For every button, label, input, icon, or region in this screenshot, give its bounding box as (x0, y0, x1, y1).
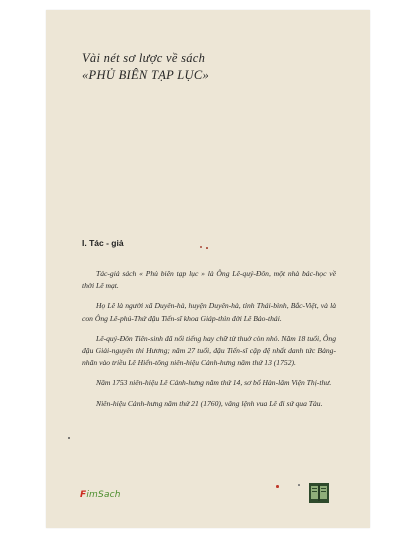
ink-speck (68, 437, 70, 439)
section-heading: I. Tác - giả (82, 238, 124, 248)
ink-speck (200, 246, 202, 248)
ink-speck (276, 485, 279, 488)
logo-text: imSach (86, 490, 121, 500)
title-line-2: «PHỦ BIÊN TẠP LỤC» (82, 68, 210, 82)
ink-speck (298, 484, 300, 486)
paragraph: Lê-quý-Đôn Tiên-sinh đã nổi tiếng hay chữ từ thuở còn nhỏ. Năm 18 tuổi, Ông đậu Giải-nguyên thi Hương; năm 27 tuổi, đậu Tiến-sĩ cập đệ nhất danh tức Bảng-nhãn vào triều Lê Hiển-tông niên-hiệu Cảnh-hưng năm thứ 13 (1752). (82, 333, 336, 368)
logo-initial: F (80, 490, 87, 500)
page-title (82, 50, 209, 84)
paragraph: Họ Lê là người xã Duyên-hà, huyện Duyên-hà, tỉnh Thái-bình, Bắc-Việt, và là con Ông Lê-phú-Thứ đậu Tiến-sĩ khoa Giáp-thìn đời Lê Bảo-thái. (82, 301, 336, 323)
title-line-1: Vài nét sơ lược về sách (82, 51, 206, 65)
paragraph: Tác-giả sách « Phủ biên tạp lục » là Ông Lê-quý-Đôn, một nhà bác-học về thời Lê mạt. (82, 269, 336, 291)
paragraph: Năm 1753 niên-hiệu Lê Cảnh-hưng năm thứ 14, sơ bổ Hàn-lâm Viện Thị-thư. (96, 378, 332, 388)
paragraph: Niên-hiệu Cảnh-hưng năm thứ 21 (1760), vâng lệnh vua Lê đi sứ qua Tàu. (96, 398, 323, 408)
ink-speck (206, 247, 208, 249)
book-page (46, 10, 370, 528)
book-emblem-icon (308, 482, 330, 504)
body-text (82, 268, 336, 418)
publisher-logo (80, 490, 121, 500)
